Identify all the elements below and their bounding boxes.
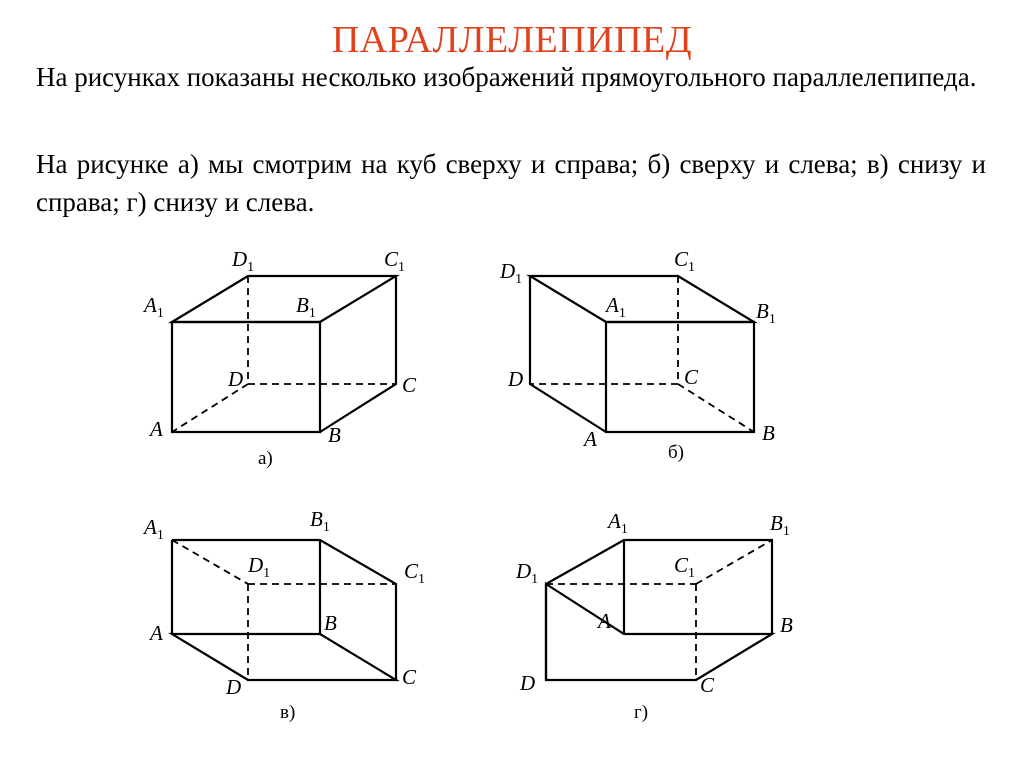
label-C: C xyxy=(402,373,417,397)
label-A1 xyxy=(142,293,164,321)
label-text: C xyxy=(404,559,419,583)
label-D1 xyxy=(247,553,270,581)
label-A: A xyxy=(598,609,611,633)
label-sub: 1 xyxy=(531,572,539,587)
label-C1 xyxy=(674,247,695,275)
label-text: A xyxy=(144,515,157,539)
label-D: D xyxy=(508,367,524,391)
label-text: A xyxy=(606,293,619,317)
label-text: D xyxy=(516,559,532,583)
label-C1 xyxy=(404,559,425,587)
label-C: C xyxy=(402,665,417,689)
figure-c-edges xyxy=(172,540,396,680)
figure-b-labels xyxy=(499,247,776,451)
label-sub: 1 xyxy=(515,272,523,287)
caption-c: в) xyxy=(280,702,296,723)
label-text: A xyxy=(144,293,157,317)
label-sub: 1 xyxy=(688,260,696,275)
label-text: C xyxy=(674,247,689,271)
label-sub: 1 xyxy=(620,522,628,537)
slide-title: ПАРАЛЛЕЛЕПИПЕД xyxy=(331,19,693,61)
label-sub: 1 xyxy=(398,260,406,275)
label-sub: 1 xyxy=(247,260,255,275)
label-sub: 1 xyxy=(263,566,271,581)
label-D1 xyxy=(499,259,522,287)
label-text: B xyxy=(770,511,783,535)
label-B: B xyxy=(328,423,341,447)
label-text: C xyxy=(384,247,399,271)
label-B: B xyxy=(780,613,793,637)
label-C1 xyxy=(384,247,405,275)
label-D: D xyxy=(520,671,536,695)
label-B1 xyxy=(756,299,776,327)
figure-d-edges xyxy=(546,540,772,680)
label-text: D xyxy=(248,553,264,577)
label-sub: 1 xyxy=(688,566,696,581)
label-text: C xyxy=(674,553,689,577)
caption-d: г) xyxy=(634,702,649,723)
label-D1 xyxy=(231,247,254,275)
label-B1 xyxy=(770,511,790,539)
label-text: B xyxy=(310,507,323,531)
label-sub: 1 xyxy=(418,572,426,587)
figure-c-labels xyxy=(142,507,425,699)
label-text: D xyxy=(232,247,248,271)
paragraph-views: На рисунке а) мы смотрим на куб сверху и справа; б) сверху и слева; в) снизу и справа; г) снизу и слева. xyxy=(36,149,986,217)
label-D1 xyxy=(515,559,538,587)
label-D: D xyxy=(228,367,244,391)
label-sub: 1 xyxy=(618,306,626,321)
label-C: C xyxy=(700,673,715,697)
label-text: B xyxy=(756,299,769,323)
label-text: D xyxy=(500,259,516,283)
caption-b: б) xyxy=(668,442,684,463)
label-sub: 1 xyxy=(322,520,330,535)
label-text: A xyxy=(608,509,621,533)
label-sub: 1 xyxy=(308,306,316,321)
label-B1 xyxy=(310,507,330,535)
label-A: A xyxy=(150,417,163,441)
label-sub: 1 xyxy=(768,312,776,327)
figure-c xyxy=(142,507,425,723)
label-text: B xyxy=(296,293,309,317)
label-A1 xyxy=(604,293,626,321)
figure-d xyxy=(515,509,793,723)
label-A: A xyxy=(150,621,163,645)
label-sub: 1 xyxy=(782,524,790,539)
label-A1 xyxy=(606,509,628,537)
label-B1 xyxy=(296,293,316,321)
label-sub: 1 xyxy=(156,306,164,321)
label-A1 xyxy=(142,515,164,543)
figure-d-labels xyxy=(515,509,793,697)
label-sub: 1 xyxy=(156,528,164,543)
label-D: D xyxy=(226,675,242,699)
figure-b xyxy=(499,247,776,463)
label-B: B xyxy=(324,611,337,635)
label-B: B xyxy=(762,421,775,445)
figure-b-edges xyxy=(530,276,754,432)
label-A: A xyxy=(584,427,597,451)
caption-a: а) xyxy=(258,448,273,469)
paragraph-intro: На рисунках показаны несколько изображений прямоугольного параллелепипеда. xyxy=(36,62,977,92)
figure-a-edges xyxy=(172,276,396,432)
label-C: C xyxy=(684,365,699,389)
label-C1 xyxy=(674,553,695,581)
figure-a xyxy=(142,247,417,469)
